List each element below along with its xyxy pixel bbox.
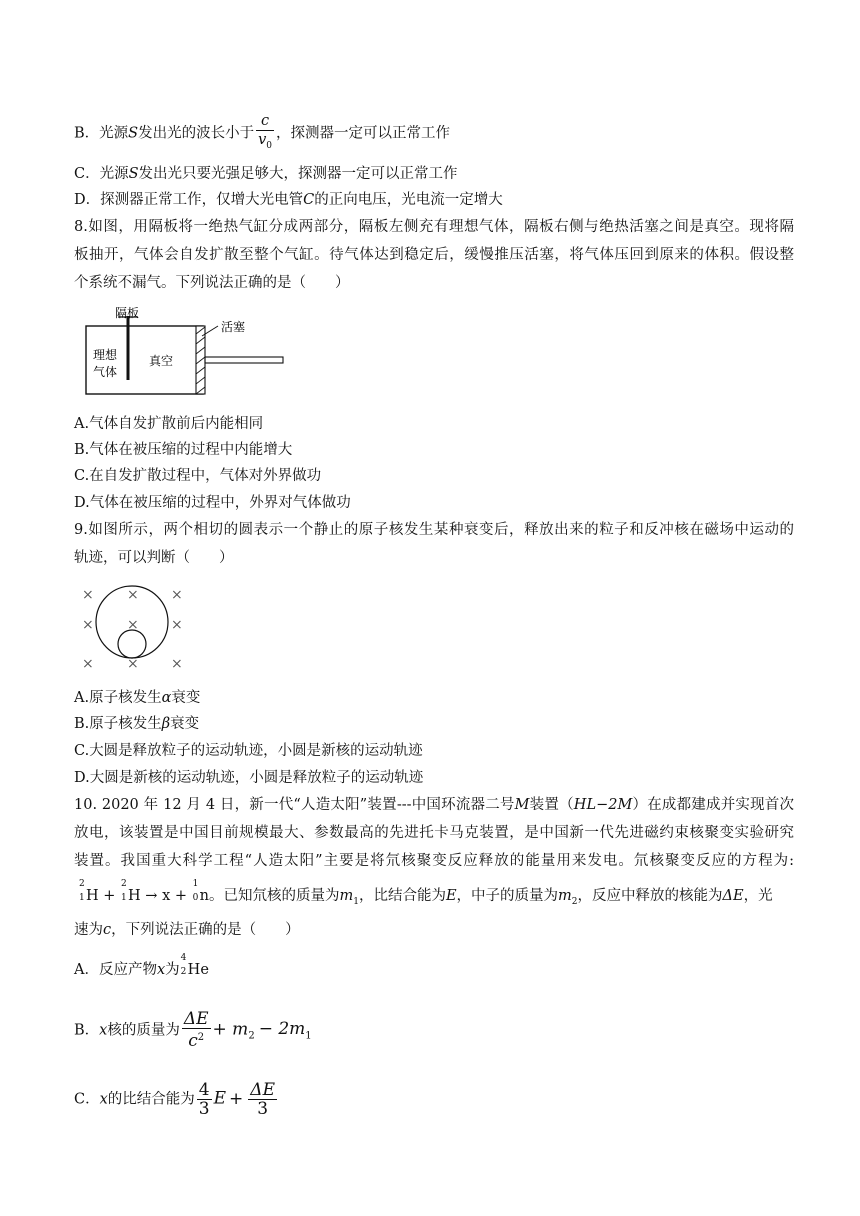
q10-c-mid: 的比结合能为 [107, 1091, 195, 1108]
nuclide-mass: 1 [192, 879, 199, 889]
nuclide-symbol: H [128, 888, 141, 904]
q9-b-text-post: 衰变 [170, 716, 200, 732]
q10-stem-line-5 [74, 920, 300, 940]
q9-b-text: B.原子核发生 [74, 716, 162, 732]
q10-b-frac-num: ΔE [183, 1009, 209, 1029]
nuclide-charge: 1 [79, 893, 85, 903]
q10-a-text: A．反应产物 [74, 962, 157, 978]
nuclide-symbol: He [187, 962, 209, 978]
field-mark: × [82, 617, 94, 633]
q9-a-alpha: α [161, 690, 172, 706]
q10-c-text: C． [74, 1091, 100, 1108]
q10-stem-line-3: 装置。我国重大科学工程“人造太阳”主要是将氘核聚变反应释放的能量用来发电。氘核聚变反应的方程为: [74, 853, 794, 869]
q10-b-frac-den: c [188, 1030, 198, 1051]
q10-stem-line-4 [79, 879, 773, 912]
q10-b-tail2-sub: 1 [305, 1030, 312, 1042]
field-mark: × [127, 587, 139, 603]
q7-b-frac-den-sub: 0 [266, 140, 273, 151]
field-mark: × [171, 587, 183, 603]
q8-option-c: C.在自发扩散过程中，气体对外界做功 [74, 468, 322, 484]
q10-c-fraction-1 [197, 1081, 212, 1118]
eq-x: x [162, 888, 171, 904]
q7-d-text: D．探测器正常工作，仅增大光电管 [74, 192, 304, 208]
q7-c-text: C．光源 [74, 166, 129, 182]
field-mark: × [127, 617, 139, 633]
q7-b-fraction [256, 112, 274, 155]
q10-c-fraction-2 [248, 1081, 277, 1118]
q7-b-frac-num: c [256, 112, 274, 131]
q10-symbol-m: M [514, 797, 530, 813]
q8-stem-line-3: 个系统不漏气。下列说法正确的是（ ） [74, 275, 350, 291]
q8-option-d: D.气体在被压缩的过程中，外界对气体做功 [74, 495, 351, 511]
q10-tail-e: ，光 [743, 888, 773, 904]
q10-c-f1-num: 4 [198, 1080, 210, 1100]
q9-option-c: C.大圆是释放粒子的运动轨迹，小圆是新核的运动轨迹 [74, 743, 423, 759]
eq-plus: + [103, 888, 116, 904]
q10-c-plus: + [229, 1088, 244, 1109]
q7-option-b [74, 112, 450, 155]
q10-b-tail-sub: 2 [248, 1030, 255, 1042]
field-mark: × [82, 587, 94, 603]
q9-a-text-post: 衰变 [171, 690, 201, 706]
q10-tail-a: 。已知氘核的质量为 [208, 888, 340, 904]
q10-stem-1b: 装置（ [529, 797, 574, 813]
q10-tail-c: ，中子的质量为 [456, 888, 559, 904]
q10-tail-d: ，反应中释放的核能为 [577, 888, 723, 904]
q10-c-x: x [99, 1091, 108, 1108]
q7-d-symbol-c: C [303, 192, 315, 208]
q10-b-frac-den-sup: 2 [197, 1032, 205, 1043]
q10-option-a [74, 953, 209, 980]
q7-b-text: B．光源 [74, 125, 129, 142]
q10-b-mid: 核的质量为 [107, 1022, 180, 1039]
q8-stem-line-2: 板抽开，气体会自发扩散至整个气缸。待气体达到稳定后，缓慢推压活塞，将气体压回到原来的体积。假设整 [74, 247, 794, 263]
q10-b-tail: + m [212, 1019, 249, 1040]
q7-c-symbol-s: S [128, 166, 139, 182]
q10-b-fraction [182, 1010, 211, 1051]
q10-stem-5b: ，下列说法正确的是（ ） [111, 922, 300, 938]
nuclide-symbol: n [199, 888, 209, 904]
q10-tail-b: ，比结合能为 [358, 888, 446, 904]
helium-nuclide [180, 953, 209, 980]
deuteron-1 [79, 879, 99, 906]
q10-m1: m [339, 888, 354, 904]
eq-arrow: → [145, 888, 158, 904]
q9-option-a [74, 688, 200, 708]
q9-b-beta: β [161, 716, 171, 732]
q7-b-text-mid: 发出光的波长小于 [138, 125, 255, 142]
label-gas-2: 气体 [93, 365, 118, 379]
q10-a-mid: 为 [165, 962, 180, 978]
q8-stem-line-1: 8.如图，用隔板将一绝热气缸分成两部分，隔板左侧充有理想气体，隔板右侧与绝热活塞之间是真空。现将隔 [74, 219, 794, 235]
field-mark: × [127, 656, 139, 672]
small-circle-track [118, 630, 146, 658]
label-vacuum: 真空 [149, 354, 174, 368]
label-partition: 隔板 [115, 306, 140, 320]
q10-m1-sub: 1 [353, 896, 359, 907]
q9-a-text: A.原子核发生 [74, 690, 162, 706]
q10-stem-1a: 10. 2020 年 12 月 4 日，新一代“人造太阳”装置---中国环流器二号 [74, 797, 515, 813]
field-mark: × [171, 617, 183, 633]
label-piston: 活塞 [221, 320, 246, 334]
field-mark: × [82, 656, 94, 672]
piston-rod [205, 357, 283, 363]
deuteron-2 [121, 879, 141, 906]
q10-b-x: x [99, 1022, 108, 1039]
field-mark: × [171, 656, 183, 672]
q10-b-tail2: − 2m [258, 1019, 306, 1040]
q7-b-frac-den: v [258, 132, 267, 148]
q10-m2: m [558, 888, 572, 904]
q10-stem-line-2: 放电，该装置是中国目前规模最大、参数最高的先进托卡马克装置，是中国新一代先进磁约束核聚变实验研究 [74, 825, 794, 841]
q9-option-b [74, 714, 199, 734]
q9-decay-figure [78, 582, 188, 674]
q7-c-text-post: 发出光只要光强足够大，探测器一定可以正常工作 [138, 166, 458, 182]
q9-option-d: D.大圆是新核的运动轨迹，小圆是释放粒子的运动轨迹 [74, 770, 424, 786]
q8-option-a: A.气体自发扩散前后内能相同 [74, 416, 264, 432]
q10-c-e: E [213, 1088, 227, 1109]
q10-stem-1c: ）在成都建成并实现首次 [632, 797, 794, 813]
label-gas-1: 理想 [93, 348, 118, 362]
q8-option-b: B.气体在被压缩的过程中内能增大 [74, 442, 293, 458]
q7-option-d [74, 190, 503, 210]
q9-stem-line-1: 9.如图所示，两个相切的圆表示一个静止的原子核发生某种衰变后，释放出来的粒子和反冲核在磁场中运动的 [74, 522, 794, 538]
q7-d-text-post: 的正向电压，光电流一定增大 [314, 192, 503, 208]
q10-c-f2-num: ΔE [250, 1080, 275, 1100]
q10-option-c [74, 1081, 279, 1118]
nuclide-mass: 4 [180, 953, 187, 963]
nuclide-charge: 1 [121, 893, 127, 903]
nuclide-mass: 2 [79, 879, 85, 889]
nuclide-charge: 0 [192, 893, 199, 903]
nuclide-mass: 2 [121, 879, 127, 889]
q10-delta-e: ΔE [722, 888, 744, 904]
neutron [192, 879, 209, 906]
eq-plus: + [174, 888, 188, 904]
q10-a-x: x [156, 962, 166, 978]
q10-m2-sub: 2 [571, 896, 578, 907]
q10-c-f1-den: 3 [198, 1099, 210, 1119]
q10-e: E [445, 888, 457, 904]
q7-option-c [74, 164, 458, 184]
nuclide-charge: 2 [180, 967, 187, 977]
q10-option-b [74, 1010, 312, 1051]
q10-b-text: B． [74, 1022, 100, 1039]
q10-stem-line-1 [74, 795, 794, 815]
q10-c: c [103, 922, 112, 938]
q10-c-f2-den: 3 [257, 1099, 269, 1119]
q9-stem-line-2: 轨迹，可以判断（ ） [74, 550, 234, 566]
q7-b-symbol-s: S [128, 125, 139, 142]
q10-stem-5a: 速为 [74, 922, 103, 938]
q8-cylinder-figure [84, 306, 294, 398]
nuclide-symbol: H [86, 888, 99, 904]
q7-b-text-post: ，探测器一定可以正常工作 [276, 125, 451, 142]
q10-device-code: HL−2M [573, 797, 633, 813]
